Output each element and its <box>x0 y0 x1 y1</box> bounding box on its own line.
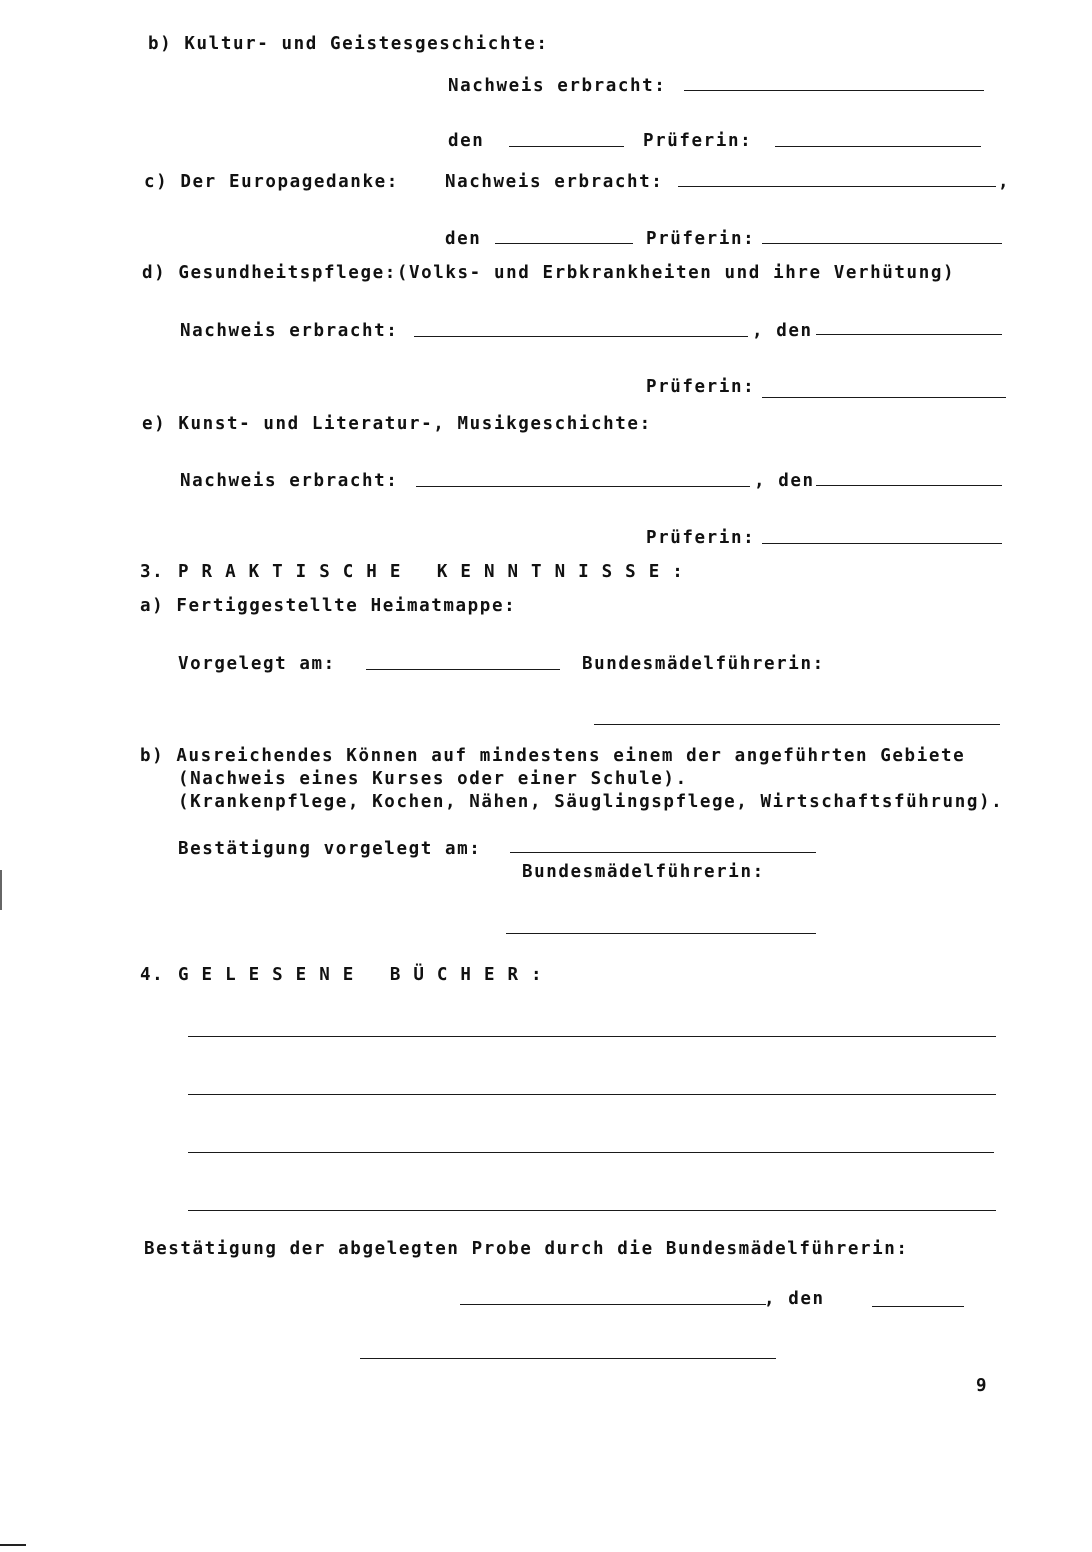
section-2e-nachweis-line[interactable] <box>416 486 750 487</box>
section-3-heading: PRAKTISCHE KENNTNISSE: <box>178 562 696 582</box>
section-2e-den-label: , den <box>754 471 815 491</box>
section-3b-signature-line[interactable] <box>506 933 816 934</box>
section-2b-date-line[interactable] <box>509 146 624 147</box>
section-2d-date-line[interactable] <box>816 334 1002 335</box>
section-2b-nachweis-line[interactable] <box>684 90 984 91</box>
section-2d-den-label: , den <box>752 321 813 341</box>
section-2b-prueferin-line[interactable] <box>775 146 981 147</box>
section-3-number: 3. <box>140 562 165 582</box>
section-2d-nachweis-label: Nachweis erbracht: <box>180 321 399 341</box>
section-2b-nachweis-label: Nachweis erbracht: <box>448 76 667 96</box>
section-3b-bestaetigung-label: Bestätigung vorgelegt am: <box>178 839 482 859</box>
book-entry-line-4[interactable] <box>188 1210 996 1211</box>
final-confirmation-text: Bestätigung der abgelegten Probe durch die Bundesmädelführerin: <box>144 1239 909 1259</box>
section-4-heading: GELESENE BÜCHER: <box>178 965 555 985</box>
section-2c-prueferin-line[interactable] <box>762 243 1002 244</box>
section-2b-title: b) Kultur- und Geistesgeschichte: <box>148 34 549 54</box>
section-3a-vorgelegt-label: Vorgelegt am: <box>178 654 336 674</box>
scan-corner-mark <box>0 1544 26 1546</box>
book-entry-line-2[interactable] <box>188 1094 996 1095</box>
section-2e-prueferin-label: Prüferin: <box>646 528 756 548</box>
section-3a-date-line[interactable] <box>366 669 560 670</box>
section-4-number: 4. <box>140 965 165 985</box>
section-2c-nachweis-label: Nachweis erbracht: <box>445 172 664 192</box>
section-2c-den-label: den <box>445 229 482 249</box>
section-2c-title: c) Der Europagedanke: <box>144 172 399 192</box>
section-3b-date-line[interactable] <box>510 852 816 853</box>
final-date-line[interactable] <box>872 1306 964 1307</box>
section-2d-prueferin-label: Prüferin: <box>646 377 756 397</box>
section-3b-bmf-label: Bundesmädelführerin: <box>522 862 765 882</box>
section-2c-date-line[interactable] <box>495 243 633 244</box>
section-3b-line1: b) Ausreichendes Können auf mindestens einem der angeführten Gebiete <box>140 746 966 766</box>
final-den-label: , den <box>764 1289 825 1309</box>
section-2c-nachweis-line[interactable] <box>678 186 996 187</box>
section-3b-line3: (Krankenpflege, Kochen, Nähen, Säuglingspflege, Wirtschaftsführung). <box>178 792 1004 812</box>
section-2d-nachweis-line[interactable] <box>414 336 748 337</box>
section-2e-prueferin-line[interactable] <box>762 543 1002 544</box>
section-2b-den-label: den <box>448 131 485 151</box>
section-3a-signature-line[interactable] <box>594 724 1000 725</box>
section-2b-prueferin-label: Prüferin: <box>643 131 753 151</box>
final-place-line[interactable] <box>460 1304 766 1305</box>
section-2c-prueferin-label: Prüferin: <box>646 229 756 249</box>
section-2e-title: e) Kunst- und Literatur-, Musikgeschichte: <box>142 414 652 434</box>
section-2d-prueferin-line[interactable] <box>762 397 1006 398</box>
section-2e-date-line[interactable] <box>816 485 1002 486</box>
section-3a-bmf-label: Bundesmädelführerin: <box>582 654 825 674</box>
final-signature-line[interactable] <box>360 1358 776 1359</box>
scan-edge-mark <box>0 870 2 910</box>
section-2c-comma: , <box>998 172 1011 192</box>
page-number: 9 <box>976 1376 989 1396</box>
section-2e-nachweis-label: Nachweis erbracht: <box>180 471 399 491</box>
section-3b-line2: (Nachweis eines Kurses oder einer Schule). <box>178 769 688 789</box>
section-3a-title: a) Fertiggestellte Heimatmappe: <box>140 596 517 616</box>
section-2d-title: d) Gesundheitspflege:(Volks- und Erbkrankheiten und ihre Verhütung) <box>142 263 956 283</box>
book-entry-line-1[interactable] <box>188 1036 996 1037</box>
book-entry-line-3[interactable] <box>188 1152 994 1153</box>
